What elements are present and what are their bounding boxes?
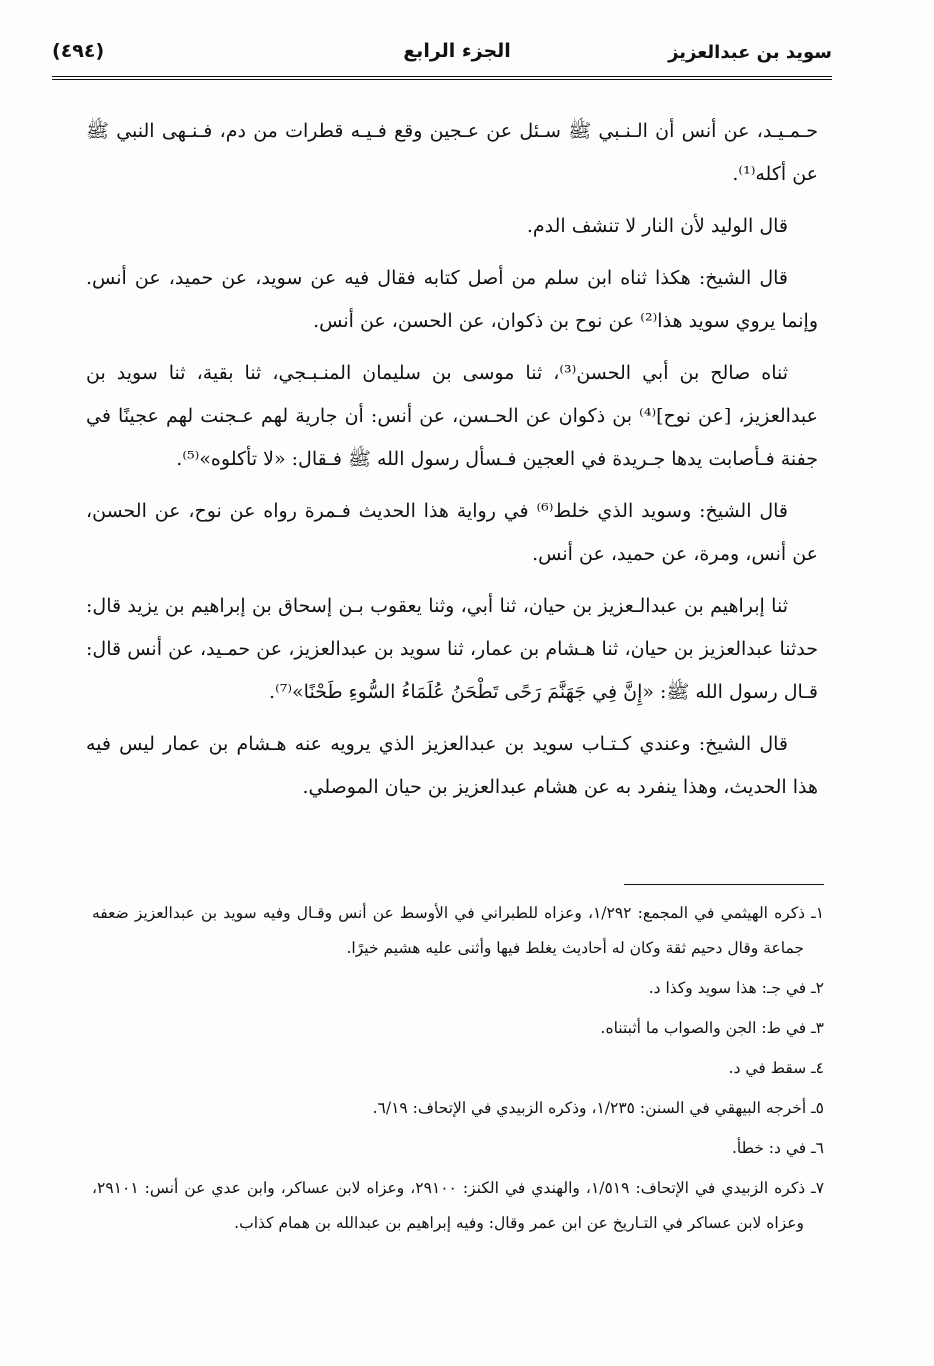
paragraph-6: ثنا إبراهيم بن عبدالـعزيز بن حيان، ثنا أبي، وثنا يعقوب بـن إسحاق بن إبراهيم بن يزيد قال: حدثنا عبدالعزيز بن حيان، ثنا هـشام بن عمار، ثنا سويد بن عبدالعزيز، عن حمـيد، عن أنس قال: قـال رسول الله ﷺ: «إِنَّ فِي جَهَنَّمَ رَحًى تَطْحَنُ عُلَمَاءُ السُّوءِ طَحْنًا»⁽⁷⁾. <box>86 595 818 703</box>
paragraph-5: قال الشيخ: وسويد الذي خلط⁽⁶⁾ في رواية هذا الحديث فـمرة رواه عن نوح، عن الحسن، عن أنس، ومرة، عن حميد، عن أنس. <box>86 500 818 565</box>
paragraph-1: حـمـيـد، عن أنس أن الـنـبي ﷺ سـئل عن عـجين وقع فـيـه قطرات من دم، فـنـهى النبي ﷺ عن أكله⁽¹⁾. <box>86 120 818 185</box>
footnote-6: ٦ـ في د: خطأ. <box>731 1139 824 1157</box>
page-number: (٤٩٤) <box>52 40 105 62</box>
paragraph-4: ثناه صالح بن أبي الحسن⁽³⁾، ثنا موسى بن سليمان المنـبـجي، ثنا بقية، ثنا سويد بن عبدالعزيز، [عن نوح]⁽⁴⁾ بن ذكوان عن الحـسن، عن أنس: أن جارية لهم عـجنت لهم عجينًا في جفنة فـأصابت يدها جـريدة في العجين فـسأل رسول الله ﷺ فـقال: «لا تأكلوه»⁽⁵⁾. <box>86 362 819 470</box>
footnote-4: ٤ـ سقط في د. <box>728 1059 824 1077</box>
running-title: سويد بن عبدالعزيز <box>668 42 832 63</box>
main-text <box>86 110 818 818</box>
footnote-3: ٣ـ في ط: الجن والصواب ما أثبتناه. <box>600 1019 824 1037</box>
footnote-7: ٧ـ ذكره الزبيدي في الإتحاف: ١/٥١٩، والهندي في الكنز: ٢٩١٠٠، وعزاه لابن عساكر، وابن عدي عن أنس: ٢٩١٠١، وعزاه لابن عساكر في التـاريخ عن ابن عمر وقال: وفيه إبراهيم بن عبدالله بن همام كذاب. <box>92 1179 825 1232</box>
paragraph-3: قال الشيخ: هكذا ثناه ابن سلم من أصل كتابه فقال فيه عن سويد، عن حميد، عن أنس. وإنما يروي سويد هذا⁽²⁾ عن نوح بن ذكوان، عن الحسن، عن أنس. <box>86 267 818 332</box>
header-rule <box>52 76 832 80</box>
paragraph-7: قال الشيخ: وعندي كـتـاب سويد بن عبدالعزيز الذي يرويه عنه هـشام بن عمار ليس فيه هذا الحديث، وهذا ينفرد به عن هشام عبدالعزيز بن حيان الموصلي. <box>86 733 818 798</box>
part-label: الجزء الرابع <box>403 40 511 62</box>
footnotes <box>92 896 824 1246</box>
footnote-2: ٢ـ في جـ: هذا سويد وكذا د. <box>648 979 824 997</box>
paragraph-2: قال الوليد لأن النار لا تنشف الدم. <box>526 215 788 237</box>
footnote-1: ١ـ ذكره الهيثمي في المجمع: ١/٢٩٢، وعزاه للطبراني في الأوسط عن أنس وقـال وفيه سويد بن عبدالعزيز ضعفه جماعة وقال دحيم ثقة وكان له أحاديث يغلط فيها وأثنى عليه هشيم خيرًا. <box>92 904 825 957</box>
footnote-separator <box>624 884 824 885</box>
footnote-5: ٥ـ أخرجه البيهقي في السنن: ١/٢٣٥، وذكره الزبيدي في الإتحاف: ٦/١٩. <box>372 1099 824 1117</box>
page-header <box>52 36 832 86</box>
